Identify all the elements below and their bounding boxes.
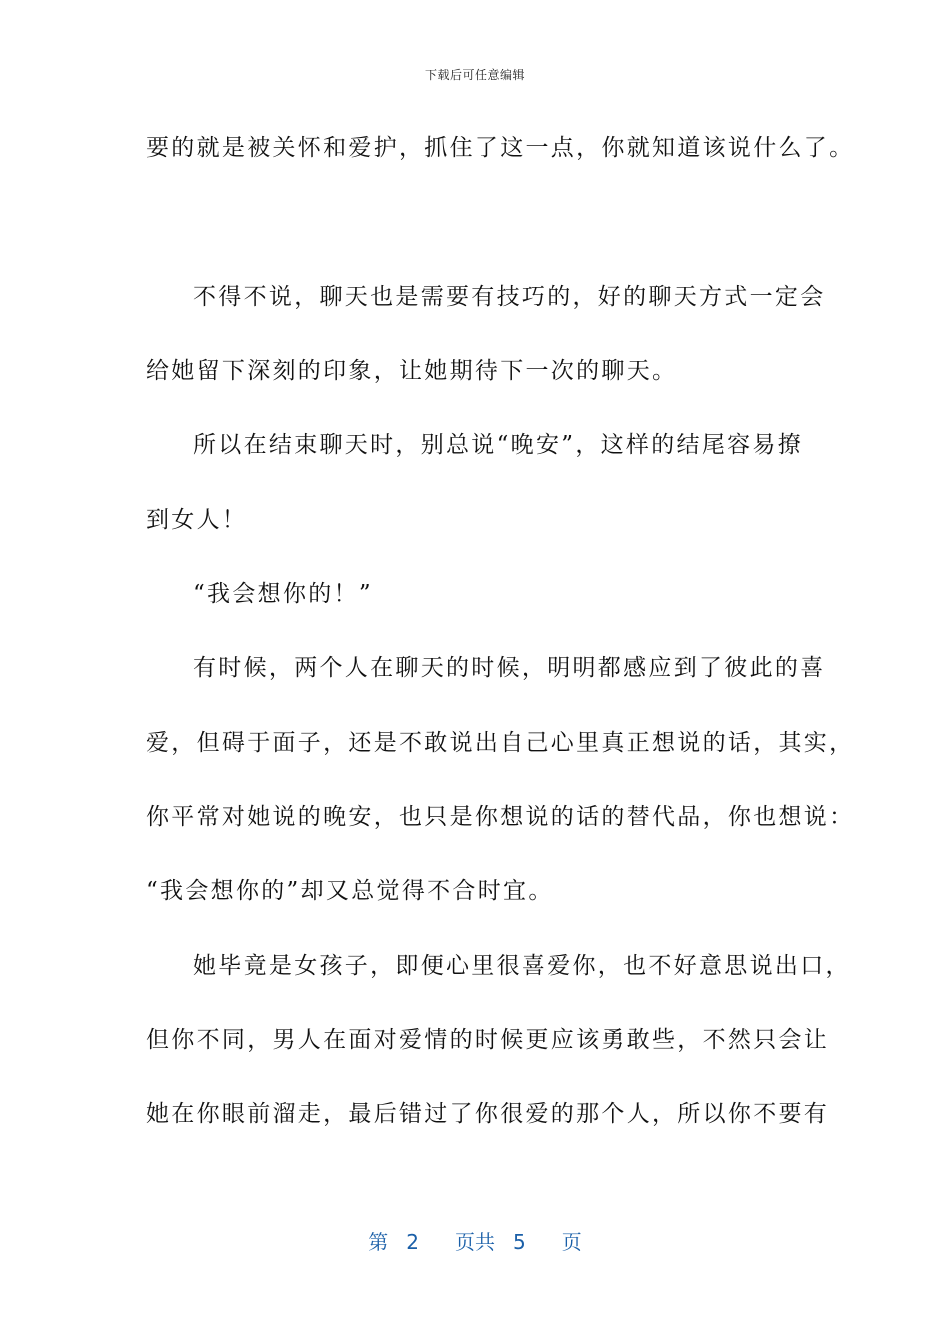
text-line: 要的就是被关怀和爱护，抓住了这一点，你就知道该说什么了。 bbox=[146, 135, 855, 161]
page-suffix: 页 bbox=[561, 1230, 582, 1254]
text-line: 有时候，两个人在聊天的时候，明明都感应到了彼此的喜 bbox=[193, 655, 826, 681]
text-line: 给她留下深刻的印象，让她期待下一次的聊天。 bbox=[146, 358, 678, 384]
text-line: 你平常对她说的晚安，也只是你想说的话的替代品，你也想说： bbox=[146, 804, 855, 830]
text-line: 她毕竟是女孩子，即便心里很喜爱你，也不好意思说出口， bbox=[193, 953, 851, 979]
text-line: 爱，但碍于面子，还是不敢说出自己心里真正想说的话，其实， bbox=[146, 730, 855, 756]
text-line: “我会想你的！” bbox=[193, 581, 373, 607]
text-line: 但你不同，男人在面对爱情的时候更应该勇敢些，不然只会让 bbox=[146, 1027, 830, 1053]
page-prefix: 第 bbox=[368, 1230, 389, 1254]
header-note: 下载后可任意编辑 bbox=[424, 68, 525, 82]
page-current: 2 bbox=[406, 1230, 419, 1254]
text-line: “我会想你的”却又总觉得不合时宜。 bbox=[146, 878, 554, 904]
page-total: 5 bbox=[513, 1230, 526, 1254]
page-number bbox=[0, 1226, 950, 1255]
text-line: 到女人！ bbox=[146, 507, 248, 533]
page-middle: 页共 bbox=[455, 1230, 495, 1254]
text-line: 所以在结束聊天时，别总说“晚安”，这样的结尾容易撩 bbox=[193, 432, 804, 458]
text-line: 不得不说，聊天也是需要有技巧的，好的聊天方式一定会 bbox=[193, 284, 826, 310]
text-line: 她在你眼前溜走，最后错过了你很爱的那个人，所以你不要有 bbox=[146, 1101, 830, 1127]
